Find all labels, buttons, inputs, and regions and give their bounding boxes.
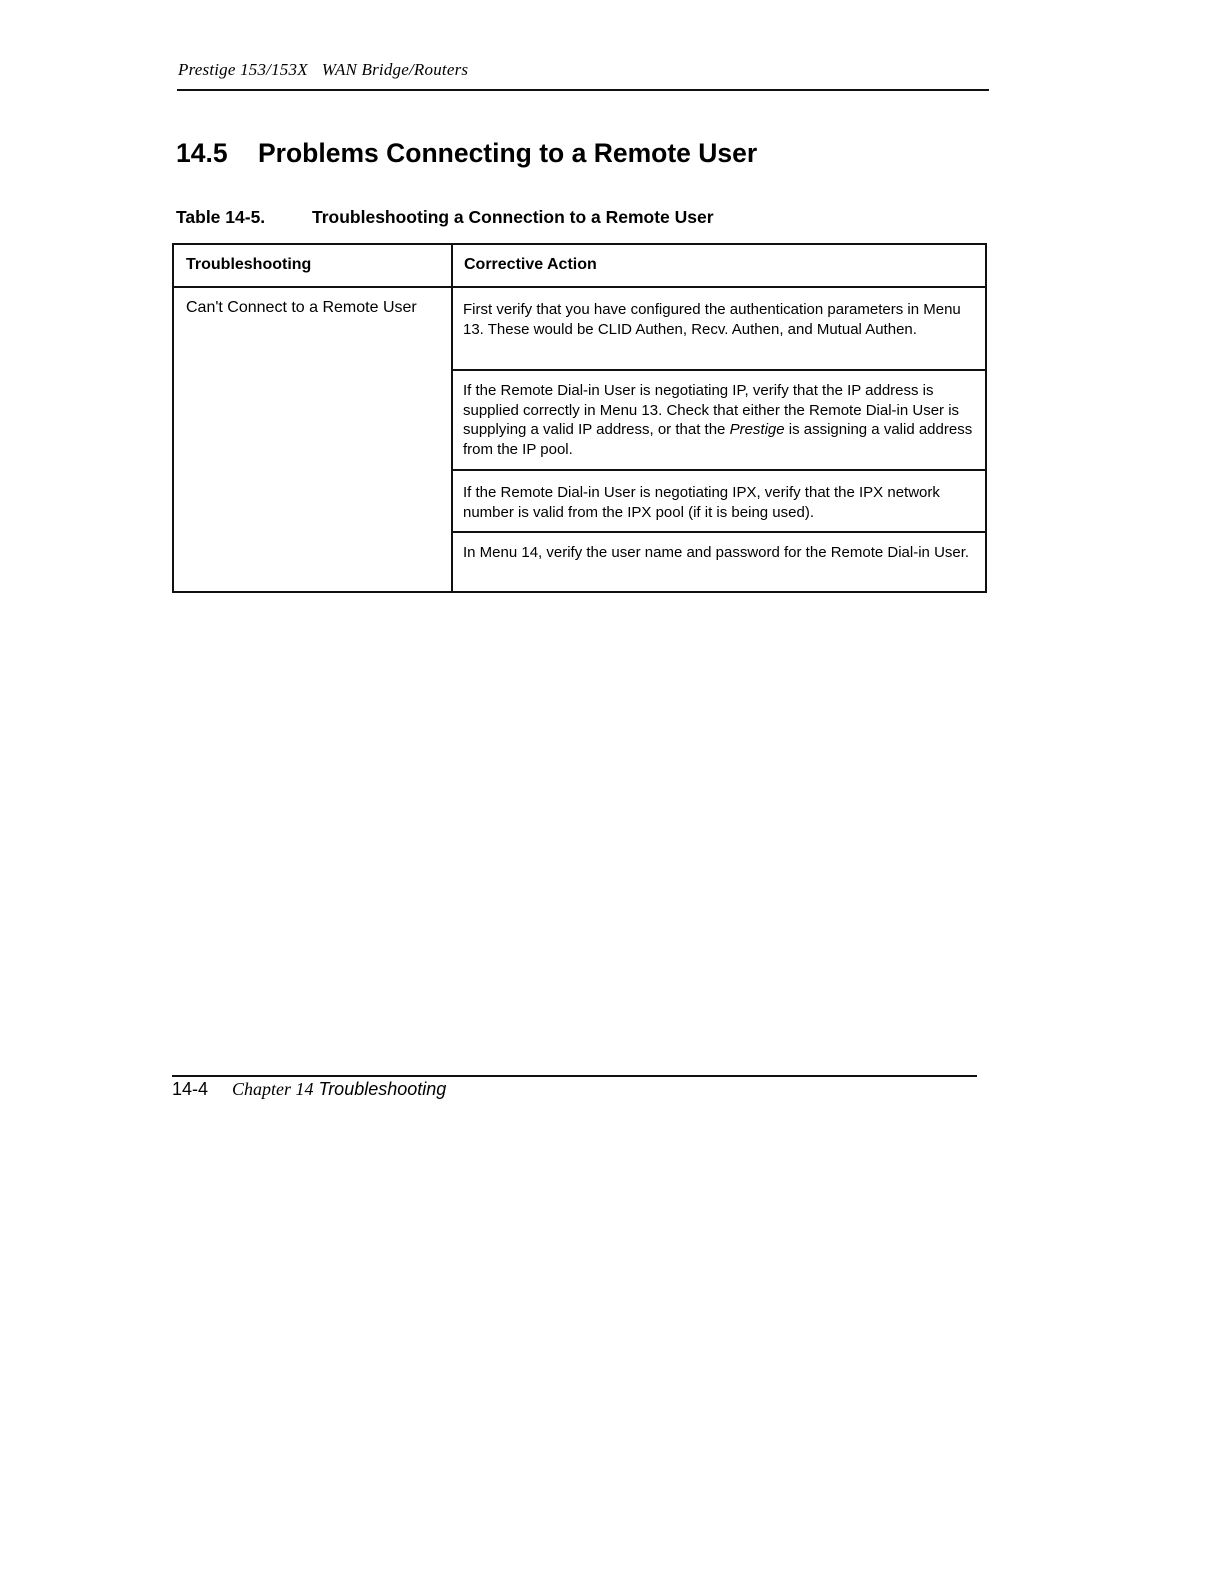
action-ip-emphasis: Prestige bbox=[729, 421, 785, 438]
section-title-text: Problems Connecting to a Remote User bbox=[258, 138, 758, 168]
action-authentication: First verify that you have configured the authentication parameters in Menu 13. These would be CLID Authen, Recv. Authen, and Mutual Authen. bbox=[463, 301, 961, 338]
header-row-rule bbox=[174, 286, 985, 288]
table-caption bbox=[176, 207, 714, 228]
section-number: 14.5 bbox=[176, 138, 228, 168]
running-header bbox=[178, 60, 468, 80]
footer-rule bbox=[172, 1075, 977, 1077]
row-rule bbox=[453, 469, 985, 471]
header-product: Prestige 153/153X bbox=[178, 60, 308, 79]
footer-chapter-label: Chapter 14 bbox=[232, 1079, 314, 1099]
action-ipx-network: If the Remote Dial-in User is negotiating IPX, verify that the IPX network number is valid from the IPX pool (if it is being used). bbox=[463, 484, 940, 521]
table-caption-label: Table 14-5. bbox=[176, 207, 266, 227]
page-number: 14-4 bbox=[172, 1079, 209, 1099]
troubleshooting-table bbox=[172, 243, 987, 593]
section-title bbox=[176, 138, 757, 169]
row-rule bbox=[453, 369, 985, 371]
page-footer bbox=[172, 1079, 446, 1100]
column-header-corrective-action: Corrective Action bbox=[464, 256, 597, 273]
table-caption-text: Troubleshooting a Connection to a Remote User bbox=[312, 207, 714, 227]
row-rule bbox=[453, 531, 985, 533]
action-ip-address bbox=[453, 381, 985, 459]
header-rule bbox=[177, 89, 989, 91]
problem-cell: Can't Connect to a Remote User bbox=[186, 299, 417, 316]
footer-chapter-title: Troubleshooting bbox=[318, 1079, 447, 1099]
action-user-password: In Menu 14, verify the user name and password for the Remote Dial-in User. bbox=[463, 544, 970, 561]
header-subtitle: WAN Bridge/Routers bbox=[321, 60, 469, 79]
action-ip-text-1: If the Remote Dial-in User is negotiating IP, verify that the IP address is supplied correctly in Menu 13. Check that either the Remote Dial-in User is supplying a valid IP address, or that the bbox=[463, 382, 960, 438]
column-header-troubleshooting: Troubleshooting bbox=[186, 256, 312, 273]
action-ip-text-2: is assigning a valid address from the IP pool. bbox=[463, 421, 973, 458]
